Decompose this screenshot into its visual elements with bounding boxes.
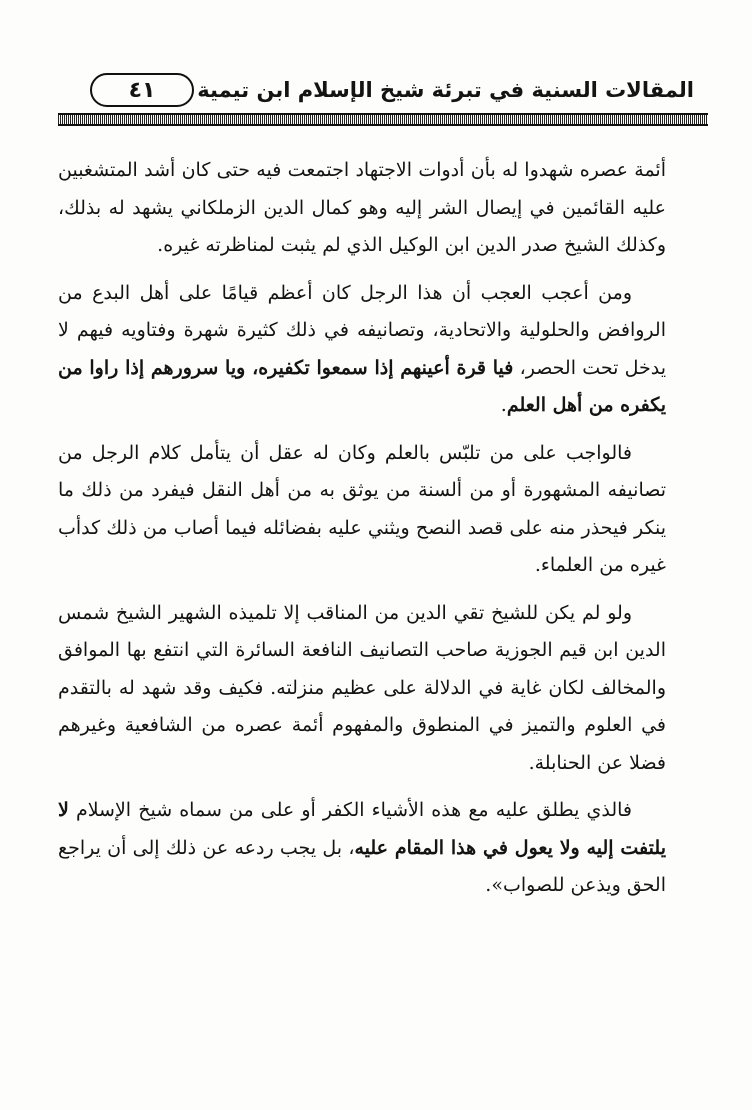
page-header (60, 72, 694, 112)
paragraph-3 (58, 435, 666, 585)
paragraph-1 (58, 152, 666, 265)
body-text (58, 152, 666, 905)
page-number-frame (90, 73, 194, 107)
paragraph-4-text: ولو لم يكن للشيخ تقي الدين من المناقب إلا تلميذه الشهير الشيخ شمس الدين ابن قيم الجوزية صاحب التصانيف النافعة السائرة التي انتفع بها الموافق والمخالف لكان غاية في الدلالة على عظيم منزلته. فكيف وقد شهد له بالتقدم في العلوم والتميز في المنطوق والمفهوم أئمة عصره من الشافعية وغيرهم فضلا عن الحنابلة. (58, 601, 666, 774)
paragraph-2-tail: . (500, 394, 507, 416)
paragraph-1-text: أئمة عصره شهدوا له بأن أدوات الاجتهاد اجتمعت فيه حتى كان أشد المتشغبين عليه القائمين في إيصال الشر إليه وهو كمال الدين الزملكاني يشهد له بذلك، وكذلك الشيخ صدر الدين ابن الوكيل الذي لم يثبت لمناظرته غيره. (58, 159, 666, 256)
page-number: ٤١ (128, 77, 156, 103)
running-title: المقالات السنية في تبرئة شيخ الإسلام ابن تيمية (197, 78, 694, 102)
paragraph-3-text: فالواجب على من تلبّس بالعلم وكان له عقل أن يتأمل كلام الرجل من تصانيفه المشهورة أو من ألسنة من يوثق به من أهل النقل فيفرد من ذلك ما ينكر فيحذر منه على قصد النصح ويثني عليه بفضائله فيما أصاب من ذلك كدأب غيره من العلماء. (58, 441, 666, 576)
paragraph-5-emphasis: لا يلتفت إليه ولا يعول في هذا المقام عليه (58, 799, 666, 859)
paragraph-4 (58, 595, 666, 783)
paragraph-2-emphasis: فيا قرة أعينهم إذا سمعوا تكفيره، ويا سرورهم إذا راوا من يكفره من أهل العلم (58, 356, 666, 416)
header-rule (58, 113, 708, 126)
paragraph-2-text: ومن أعجب العجب أن هذا الرجل كان أعظم قيامًا على أهل البدع من الروافض والحلولية والاتحادية، وتصانيفه في ذلك كثيرة شهرة وفتاويه فيهم لا يدخل تحت الحصر، (58, 281, 666, 379)
paragraph-5-tail: ، بل يجب ردعه عن ذلك إلى أن يراجع الحق ويذعن للصواب». (58, 836, 666, 896)
paragraph-5-text: فالذي يطلق عليه مع هذه الأشياء الكفر أو على من سماه شيخ الإسلام (68, 799, 632, 821)
paragraph-2 (58, 275, 666, 425)
paragraph-5 (58, 792, 666, 905)
